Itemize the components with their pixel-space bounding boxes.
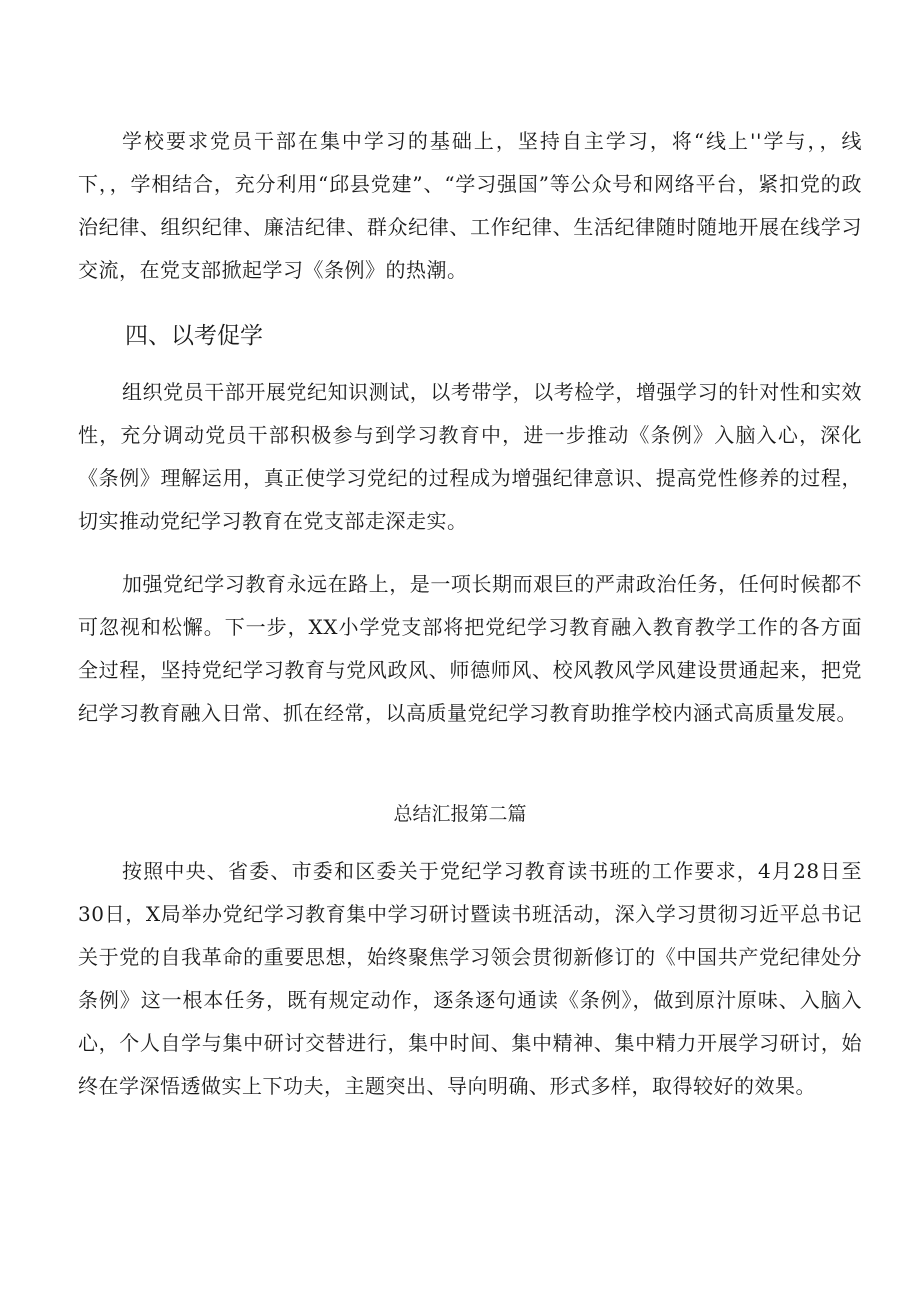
paragraph-knowledge-test: 组织党员干部开展党纪知识测试，以考带学，以考检学，增强学习的针对性和实效性，充分调动党员干部积极参与到学习教育中，进一步推动《条例》入脑入心，深化《条例》理解运用，真正使学习党纪的过程成为增强纪律意识、提高党性修养的过程，切实推动党纪学习教育在党支部走深走实。: [78, 380, 862, 533]
paragraph-next-steps: 加强党纪学习教育永远在路上，是一项长期而艰巨的严肃政治任务，任何时候都不可忽视和松懈。下一步，XX小学党支部将把党纪学习教育融入教育教学工作的各方面全过程，坚持党纪学习教育与党风政风、师德师风、校风教风学风建设贯通起来，把党纪学习教育融入日常、抓在经常，以高质量党纪学习教育助推学校内涵式高质量发展。: [78, 572, 862, 725]
section-title-second-report: 总结汇报第二篇: [393, 803, 527, 825]
paragraph-reading-class: 按照中央、省委、市委和区委关于党纪学习教育读书班的工作要求，4月28日至30日，X局举办党纪学习教育集中学习研讨暨读书班活动，深入学习贯彻习近平总书记关于党的自我革命的重要思想，始终聚焦学习领会贯彻新修订的《中国共产党纪律处分条例》这一根本任务，既有规定动作，逐条逐句通读《条例》，做到原汁原味、入脑入心，个人自学与集中研讨交替进行，集中时间、集中精神、集中精力开展学习研讨，始终在学深悟透做实上下功夫，主题突出、导向明确、形式多样，取得较好的效果。: [78, 859, 862, 1098]
section-heading-exam-promotes-study: 四、以考促学: [125, 323, 263, 349]
paragraph-online-study: 学校要求党员干部在集中学习的基础上，坚持自主学习，将“线上''学与，，线下，，学相结合，充分利用“邱县党建”、“学习强国”等公众号和网络平台，紧扣党的政治纪律、组织纪律、廉洁纪律、群众纪律、工作纪律、生活纪律随时随地开展在线学习交流，在党支部掀起学习《条例》的热潮。: [78, 129, 862, 282]
